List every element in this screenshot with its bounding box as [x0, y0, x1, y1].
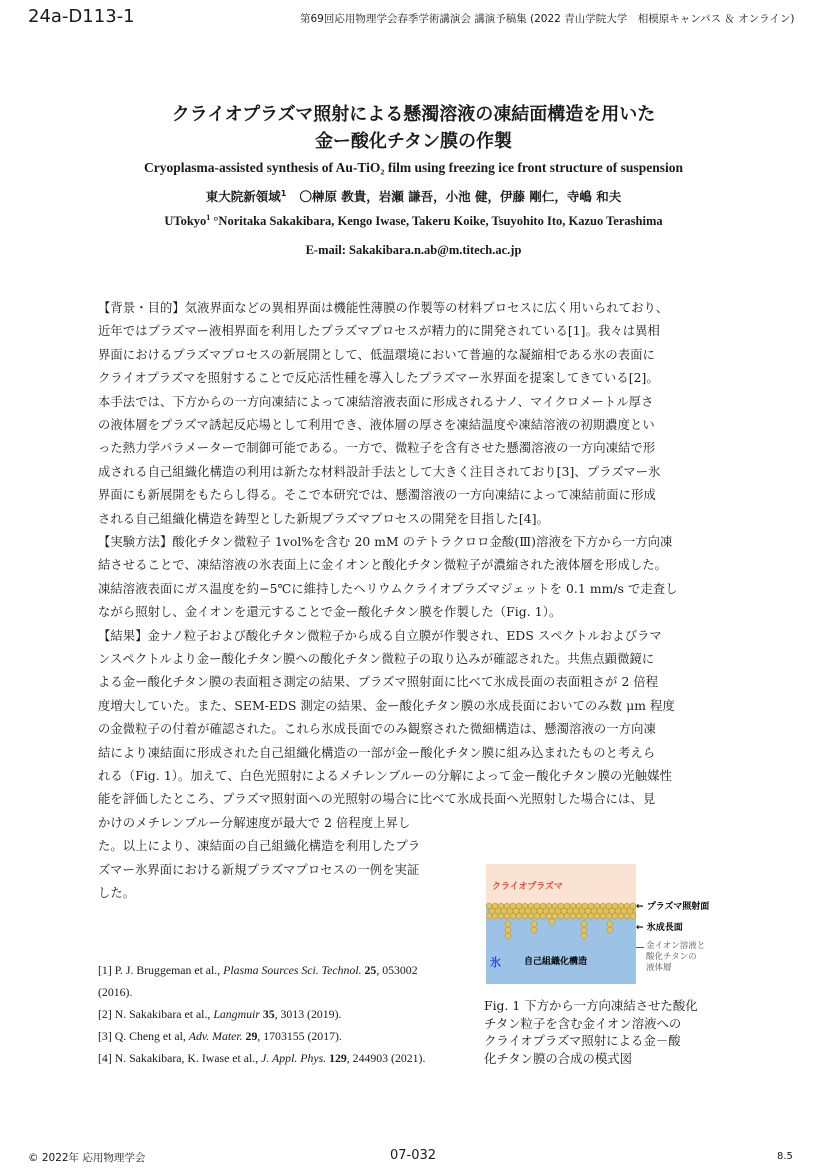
reference-item [98, 963, 418, 978]
particle [630, 913, 636, 919]
reference-pre: (2016). [98, 985, 133, 999]
footer-version: 8.5 [777, 1151, 793, 1162]
reference-journal: Plasma Sources Sci. Technol. [223, 963, 362, 977]
particle [588, 913, 594, 919]
particle [531, 921, 537, 927]
particle [531, 927, 537, 933]
reference-journal: Langmuir [213, 1007, 260, 1021]
liquid-layer-line: 酸化チタンの [646, 952, 697, 962]
reference-vol: 129 [329, 1051, 347, 1065]
arrow-ice-growth-label: 氷成長面 [646, 923, 683, 933]
body-line: よる金ー酸化チタン膜の表面粗さ測定の結果、プラズマ照射面に比べて氷成長面の表面粗さが 2 倍程 [98, 675, 659, 690]
body-line: 凍結溶液表面にガス温度を約−5℃に維持したヘリウムクライオプラズマジェットを 0.1 mm/s で走査し [98, 581, 678, 596]
reference-pre: [4] N. Sakakibara, K. Iwase et al., [98, 1051, 262, 1065]
affil-sup: 1 [280, 188, 287, 198]
body-line: 界面におけるプラズマプロセスの新展開として、低温環境において普遍的な凝縮相である氷の表面に [98, 347, 655, 362]
paper-code: 24a-D113-1 [28, 6, 135, 27]
reference-pre: [1] P. J. Bruggeman et al., [98, 963, 224, 977]
conference-header: 第69回応用物理学会春季学術講演会 講演予稿集 (2022 青山学院大学 相模原キャンパス ＆ オンライン) [300, 13, 795, 25]
particle [570, 913, 576, 919]
affiliation-jp: 東大院新領域 [205, 189, 281, 204]
caption-line: 化チタン膜の合成の模式図 [484, 1050, 633, 1066]
reference-vol: 29 [245, 1029, 258, 1043]
particle [576, 913, 582, 919]
reference-pre: [2] N. Sakakibara et al., [98, 1007, 214, 1021]
body-line: クライオプラズマを照射することで反応活性種を導入したプラズマー氷界面を提案してきている[2]。 [98, 371, 659, 386]
particle [552, 913, 558, 919]
arrow-plasma-surface: ← プラズマ照射面 [636, 902, 710, 912]
particle [516, 913, 522, 919]
plasma-label: クライオプラズマ [492, 882, 563, 892]
body-line: 結させることで、凍結溶液の氷表面上に金イオンと酸化チタン微粒子が濃縮された液体層を形成した。 [98, 558, 668, 573]
liquid-layer-pointer [636, 947, 644, 948]
reference-vol: 25 [364, 963, 377, 977]
particle [540, 913, 546, 919]
body-line: の液体層をプラズマ誘起反応場として利用でき、液体層の厚さを凍結温度や凍結溶液の初期濃度とい [98, 418, 655, 432]
body-line: 近年ではプラズマー液相界面を利用したプラズマプロセスが精力的に開発されている[1]。我々は異相 [98, 324, 660, 339]
caption-line: クライオプラズマ照射による金－酸 [484, 1033, 681, 1048]
body-line: った熱力学パラメーターで制御可能である。一方で、微粒子を含有させた懸濁溶液の一方向凍結で形 [98, 441, 656, 456]
reference-journal: J. Appl. Phys. [261, 1051, 327, 1065]
authors-en [0, 214, 827, 229]
body-line: 能を評価したところ、プラズマ照射面への光照射の場合に比べて氷成長面へ光照射した場合には、見 [98, 792, 656, 807]
body-line: た。以上により、凍結面の自己組織化構造を利用したプラ [98, 839, 421, 854]
body-line: 結により凍結面に形成された自己組織化構造の一部が金ー酸化チタン膜に組み込まれたものと考えら [98, 745, 656, 760]
body-line: 成される自己組織化構造の利用は新たな材料設計手法として大きく注目されており[3]、プラズマー氷 [98, 464, 661, 479]
reference-rest: , 1703155 (2017). [257, 1029, 342, 1043]
reference-item [98, 985, 132, 1000]
title-en: Cryoplasma-assisted synthesis of Au-TiO₂ film using freezing ice front structure of suspension [144, 160, 683, 175]
particle [504, 913, 510, 919]
body-line: 界面にも新展開をもたらし得る。そこで本研究では、懸濁溶液の一方向凍結によって凍結前面に形成 [98, 488, 656, 503]
title-jp-line1: クライオプラズマ照射による懸濁溶液の凍結面構造を用いた [171, 104, 656, 125]
body-line: の金微粒子の付着が確認された。これら氷成長面でのみ観察された微細構造は、懸濁溶液の一方向凍 [98, 722, 656, 737]
structure-label: 自己組織化構造 [524, 957, 588, 967]
ice-label: 氷 [490, 956, 501, 969]
body-line: かけのメチレンブルー分解速度が最大で 2 倍程度上昇し [98, 815, 411, 830]
email: E-mail: Sakakibara.n.ab@m.titech.ac.jp [305, 243, 522, 257]
liquid-layer-line: 金イオン溶液と [646, 941, 706, 951]
affiliation-en: UTokyo [164, 214, 207, 228]
reference-rest: , 3013 (2019). [274, 1007, 342, 1021]
author-names-en: °Noritaka Sakakibara, Kengo Iwase, Takeru Koike, Tsuyohito Ito, Kazuo Terashima [213, 214, 663, 228]
footer-copyright: © 2022年 応用物理学会 [28, 1152, 146, 1164]
particle [505, 933, 511, 939]
body-line: 【背景・目的】気液界面などの異相界面は機能性薄膜の作製等の材料プロセスに広く用いられており、 [98, 301, 669, 315]
reference-vol: 35 [262, 1007, 275, 1021]
particle [624, 913, 630, 919]
particle [505, 921, 511, 927]
particle [492, 913, 498, 919]
reference-journal: Adv. Mater. [188, 1029, 243, 1043]
arrow-plasma-surface-label: プラズマ照射面 [646, 902, 710, 912]
reference-item [98, 1029, 342, 1044]
body-line: される自己組織化構造を鋳型とした新規プラズマプロセスの開発を目指した[4]。 [98, 511, 549, 526]
particle [618, 913, 624, 919]
particle [581, 921, 587, 927]
liquid-layer-line: 液体層 [646, 963, 672, 973]
particle [505, 927, 511, 933]
particle [558, 913, 564, 919]
reference-pre: [3] Q. Cheng et al, [98, 1029, 189, 1043]
particle [564, 913, 570, 919]
particle [607, 927, 613, 933]
body-line: 本手法では、下方からの一方向凍結によって凍結溶液表面に形成されるナノ、マイクロメートル厚さ [98, 394, 654, 409]
footer-page-number: 07-032 [390, 1148, 437, 1163]
body-line: 【結果】金ナノ粒子および酸化チタン微粒子から成る自立膜が作製され、EDS スペクトルおよびラマ [98, 628, 662, 643]
body-line: 度増大していた。また、SEM-EDS 測定の結果、金ー酸化チタン膜の氷成長面においてのみ数 μm 程度 [98, 698, 675, 713]
particle [549, 919, 555, 925]
particle [534, 913, 540, 919]
particle [510, 913, 516, 919]
particle [581, 927, 587, 933]
reference-item [98, 1007, 341, 1022]
liquid-layer-note [636, 941, 705, 974]
affil-sup: 1 [206, 212, 211, 222]
particle [582, 913, 588, 919]
particle [528, 913, 534, 919]
author-names-jp: 〇榊原 教貴，岩瀬 謙吾，小池 健，伊藤 剛仁，寺嶋 和夫 [299, 189, 622, 204]
particle [606, 913, 612, 919]
reference-item [98, 1051, 425, 1066]
body-line: ズマー氷界面における新規プラズマプロセスの一例を実証 [98, 862, 420, 877]
body-line: した。 [98, 886, 136, 900]
body-line: 【実験方法】酸化チタン微粒子 1vol%を含む 20 mM のテトラクロロ金酸(Ⅲ)溶液を下方から一方向凍 [98, 535, 673, 549]
arrow-ice-growth: ← 氷成長面 [636, 923, 683, 933]
body-line: ながら照射し、金イオンを還元することで金ー酸化チタン膜を作製した（Fig. 1）。 [98, 605, 562, 620]
caption-line: チタン粒子を含む金イオン溶液への [484, 1015, 682, 1031]
title-jp-line2: 金ー酸化チタン膜の作製 [314, 131, 513, 152]
particle [498, 913, 504, 919]
particle [612, 913, 618, 919]
body-line: ンスペクトルより金ー酸化チタン膜への酸化チタン微粒子の取り込みが確認された。共焦点顕微鏡に [98, 652, 655, 666]
body-line: れる（Fig. 1）。加えて、白色光照射によるメチレンブルーの分解によって金ー酸化チタン膜の光触媒性 [98, 769, 672, 783]
particle [600, 913, 606, 919]
particle [607, 921, 613, 927]
particle [546, 913, 552, 919]
particle [486, 913, 492, 919]
particle [581, 933, 587, 939]
reference-rest: , 244903 (2021). [346, 1051, 426, 1065]
authors-jp [0, 187, 827, 205]
caption-line: Fig. 1 下方から一方向凍結させた酸化 [484, 998, 698, 1013]
particle [594, 913, 600, 919]
reference-rest: , 053002 [376, 963, 418, 977]
figure-1 [486, 864, 636, 984]
particle [522, 913, 528, 919]
